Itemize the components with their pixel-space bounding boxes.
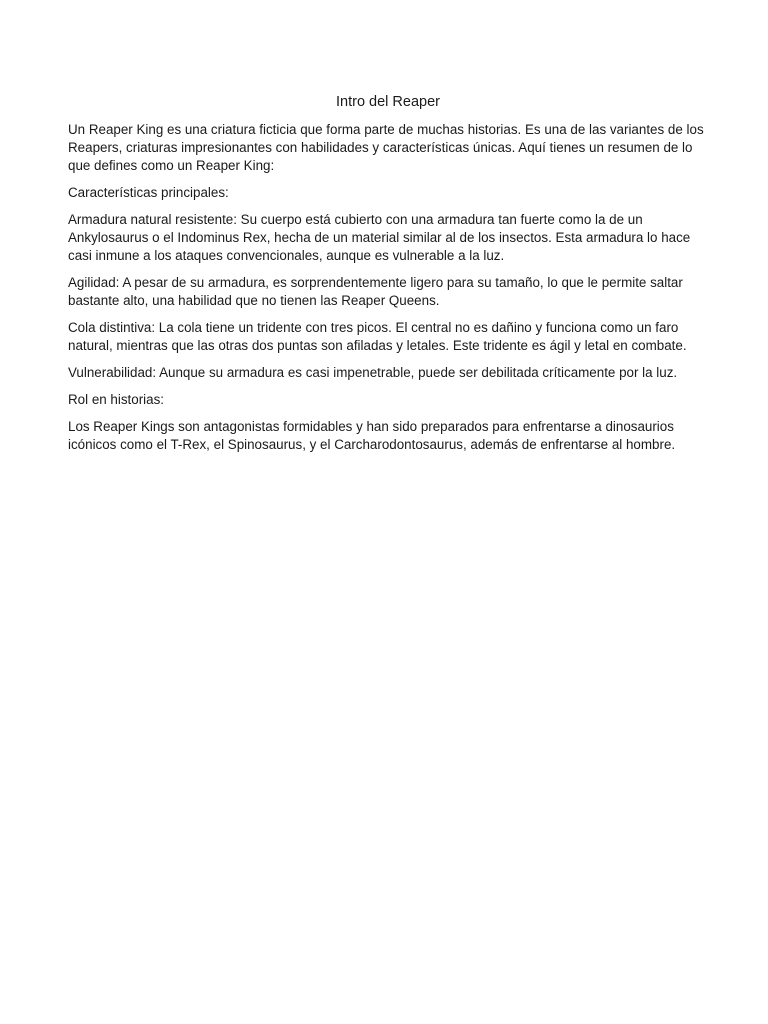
paragraph-heading-characteristics: Características principales:: [68, 185, 229, 200]
document-body: [68, 93, 708, 463]
paragraph-armor: Armadura natural resistente: Su cuerpo está cubierto con una armadura tan fuerte como la de un Ankylosaurus o el Indominus Rex, hecha de un material similar al de los insectos. Esta armadura lo hace casi inmune a los ataques convencionales, aunque es vulnerable a la luz.: [68, 212, 691, 263]
paragraph-intro: Un Reaper King es una criatura ficticia que forma parte de muchas historias. Es una de las variantes de los Reapers, criaturas impresionantes con habilidades y características únicas. Aquí tienes un resumen de lo que defines como un Reaper King:: [68, 122, 704, 173]
paragraph-vulnerability: Vulnerabilidad: Aunque su armadura es casi impenetrable, puede ser debilitada críticamente por la luz.: [68, 365, 678, 380]
paragraph-agility: Agilidad: A pesar de su armadura, es sorprendentemente ligero para su tamaño, lo que le permite saltar bastante alto, una habilidad que no tienen las Reaper Queens.: [68, 275, 683, 308]
paragraph-role: Los Reaper Kings son antagonistas formidables y han sido preparados para enfrentarse a dinosaurios icónicos como el T-Rex, el Spinosaurus, y el Carcharodontosaurus, además de enfrentarse al hombre.: [68, 419, 676, 452]
paragraph-tail: Cola distintiva: La cola tiene un tridente con tres picos. El central no es dañino y funciona como un faro natural, mientras que las otras dos puntas son afiladas y letales. Este tridente es ágil y letal en combate.: [68, 320, 687, 353]
document-title: Intro del Reaper: [336, 94, 440, 110]
paragraph-heading-role: Rol en historias:: [68, 392, 165, 407]
